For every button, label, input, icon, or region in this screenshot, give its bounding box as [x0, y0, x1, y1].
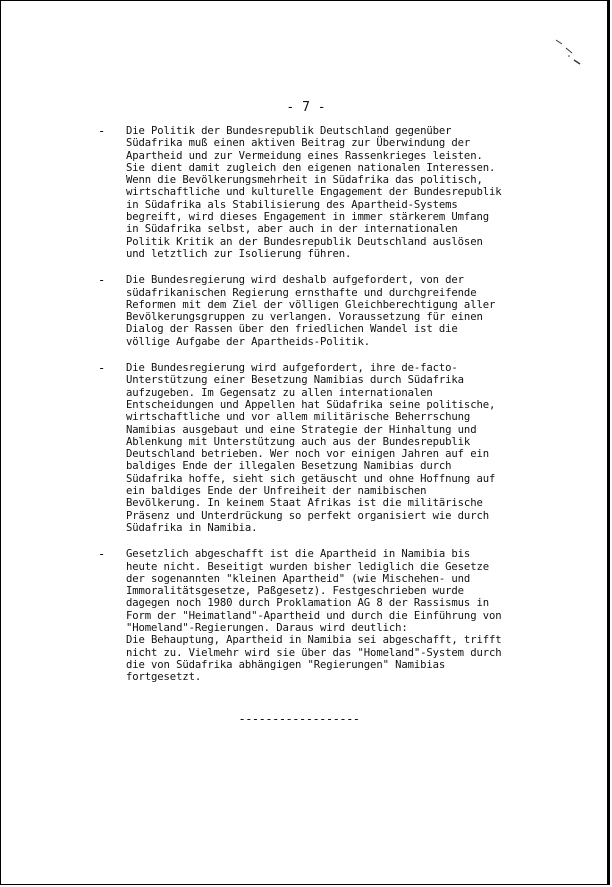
text-line: baldiges Ende der illegalen Besetzung Namibias durch	[126, 460, 452, 473]
text-line: Wenn die Bevölkerungsmehrheit in Südafrika das politisch,	[126, 174, 483, 187]
document-body	[98, 125, 568, 697]
bullet-paragraph	[126, 548, 568, 683]
text-line: völlige Aufgabe der Apartheids-Politik.	[126, 335, 371, 348]
text-line: wirtschaftliche und vor allem militärische Beherrschung	[126, 411, 471, 424]
bullet-paragraph	[126, 362, 568, 534]
bullet-item	[98, 274, 568, 348]
text-line: "Homeland"-Regierungen. Daraus wird deutlich:	[126, 621, 408, 634]
bullet-dash: -	[98, 124, 106, 138]
text-line: heute nicht. Beseitigt wurden bisher lediglich die Gesetze	[126, 560, 489, 573]
text-line: ein baldiges Ende der Unfreiheit der namibischen	[126, 485, 427, 498]
text-line: Unterstützung einer Besetzung Namibias durch Südafrika	[126, 374, 464, 387]
bullet-item	[98, 362, 568, 534]
text-line: Gesetzlich abgeschafft ist die Apartheid in Namibia bis	[126, 548, 471, 561]
text-line: nicht zu. Vielmehr wird sie über das "Homeland"-System durch	[126, 646, 502, 659]
bullet-paragraph	[126, 125, 568, 260]
text-line: wirtschaftliche und kulturelle Engagement der Bundesrepublik	[126, 186, 502, 199]
text-line: der sogenannten "kleinen Apartheid" (wie Mischehen- und	[126, 572, 471, 585]
text-line: Dialog der Rassen über den friedlichen Wandel ist die	[126, 323, 458, 336]
text-line: Südafrika hoffe, sieht sich getäuscht und ohne Hoffnung auf	[126, 472, 496, 485]
text-line: dagegen noch 1980 durch Proklamation AG 8 der Rassismus in	[126, 597, 489, 610]
text-line: Deutschland betrieben. Wer noch vor einigen Jahren auf ein	[126, 448, 489, 461]
bullet-dash: -	[98, 361, 106, 376]
text-line: Die Behauptung, Apartheid in Namibia sei abgeschafft, trifft	[126, 634, 502, 647]
text-line: Die Bundesregierung wird aufgefordert, ihre de-facto-	[126, 362, 458, 375]
bullet-item	[98, 125, 568, 260]
text-line: fortgesetzt.	[126, 671, 202, 684]
page-number: - 7 -	[286, 100, 326, 115]
text-line: Bevölkerungsgruppen zu verlangen. Voraussetzung für einen	[126, 311, 483, 324]
text-line: Die Politik der Bundesrepublik Deutschland gegenüber	[126, 125, 452, 137]
text-line: Namibias ausgebaut und eine Strategie der Hinhaltung und	[126, 423, 477, 436]
text-line: Politik Kritik an der Bundesrepublik Deutschland auslösen	[126, 235, 483, 248]
bullet-paragraph	[126, 274, 568, 348]
text-line: Präsenz und Unterdrückung so perfekt organisiert wie durch	[126, 509, 489, 522]
text-line: südafrikanischen Regierung ernsthafte und durchgreifende	[126, 286, 477, 299]
text-line: begreift, wird dieses Engagement in immer stärkerem Umfang	[126, 211, 489, 224]
corner-scan-marks	[554, 38, 584, 68]
text-line: die von Südafrika abhängigen "Regierungen" Namibias	[126, 658, 446, 671]
end-separator: ------------------	[238, 712, 360, 726]
text-line: in Südafrika selbst, aber auch in der internationalen	[126, 223, 458, 236]
text-line: Apartheid und zur Vermeidung eines Rassenkrieges leisten.	[126, 149, 483, 162]
text-line: Form der "Heimatland"-Apartheid und durch die Einführung von	[126, 609, 502, 622]
text-line: Sie dient damit zugleich den eigenen nationalen Interessen.	[126, 161, 496, 174]
text-line: Immoralitätsgesetze, Paßgesetz). Festgeschrieben wurde	[126, 585, 464, 598]
bullet-item	[98, 548, 568, 683]
text-line: und letztlich zur Isolierung führen.	[126, 247, 352, 260]
text-line: Die Bundesregierung wird deshalb aufgefordert, von der	[126, 274, 464, 287]
bullet-dash: -	[98, 547, 106, 562]
text-line: in Südafrika als Stabilisierung des Apartheid-Systems	[126, 198, 458, 211]
text-line: aufzugeben. Im Gegensatz zu allen internationalen	[126, 386, 433, 399]
text-line: Entscheidungen und Appellen hat Südafrika seine politische,	[126, 398, 496, 411]
text-line: Reformen mit dem Ziel der völligen Gleichberechtigung aller	[126, 298, 496, 311]
text-line: Südafrika in Namibia.	[126, 521, 258, 534]
text-line: Bevölkerung. In keinem Staat Afrikas ist die militärische	[126, 497, 483, 510]
text-line: Ablenkung mit Unterstützung auch aus der Bundesrepublik	[126, 435, 471, 448]
bullet-dash: -	[98, 273, 106, 288]
text-line: Südafrika muß einen aktiven Beitrag zur Überwindung der	[126, 137, 471, 150]
